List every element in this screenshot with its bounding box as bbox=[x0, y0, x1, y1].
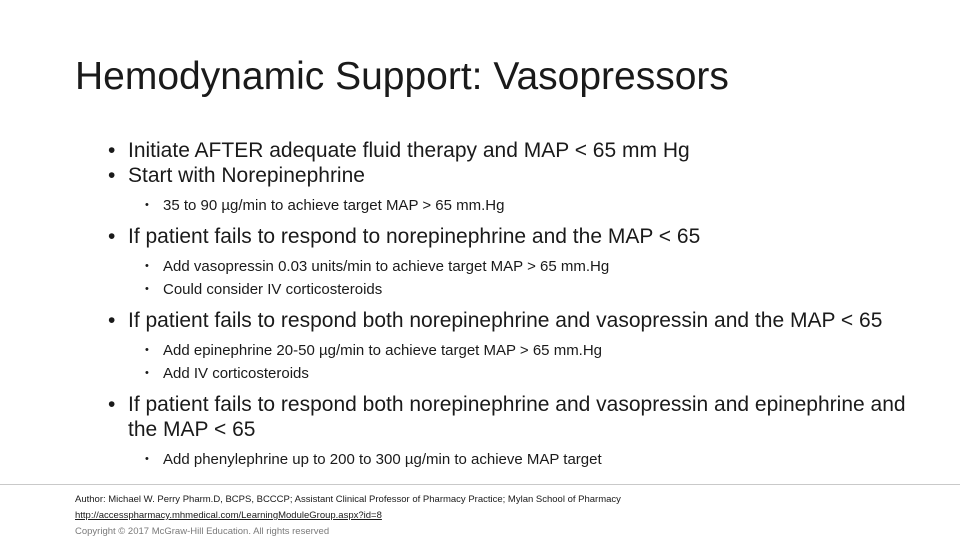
bullet-item: • Initiate AFTER adequate fluid therapy and MAP < 65 mm Hg bbox=[108, 138, 908, 163]
sub-bullet-item: • 35 to 90 µg/min to achieve target MAP > 65 mm.Hg bbox=[145, 194, 908, 217]
slide-title: Hemodynamic Support: Vasopressors bbox=[75, 55, 729, 98]
bullet-list bbox=[108, 138, 908, 471]
bullet-item: • If patient fails to respond both norepinephrine and vasopressin and the MAP < 65 bbox=[108, 308, 908, 333]
bullet-item: • Start with Norepinephrine bbox=[108, 163, 908, 188]
bullet-item: • If patient fails to respond to norepinephrine and the MAP < 65 bbox=[108, 224, 908, 249]
sub-bullet-item: • Add phenylephrine up to 200 to 300 µg/min to achieve MAP target bbox=[145, 448, 908, 471]
sub-bullet-item: • Add vasopressin 0.03 units/min to achieve target MAP > 65 mm.Hg bbox=[145, 255, 908, 278]
sub-bullet-item: • Could consider IV corticosteroids bbox=[145, 278, 908, 301]
sub-bullet-item: • Add epinephrine 20-50 µg/min to achieve target MAP > 65 mm.Hg bbox=[145, 339, 908, 362]
footer-copyright: Copyright © 2017 McGraw-Hill Education. All rights reserved bbox=[75, 526, 330, 537]
bullet-item: • If patient fails to respond both norepinephrine and vasopressin and epinephrine and the MAP < 65 bbox=[108, 392, 908, 442]
sub-bullet-item: • Add IV corticosteroids bbox=[145, 362, 908, 385]
footer-link[interactable]: http://accesspharmacy.mhmedical.com/LearningModuleGroup.aspx?id=8 bbox=[75, 510, 382, 521]
footer bbox=[75, 492, 935, 540]
footer-divider bbox=[0, 484, 960, 485]
footer-author: Author: Michael W. Perry Pharm.D, BCPS, BCCCP; Assistant Clinical Professor of Pharmacy Practice; Mylan School of Pharmacy bbox=[75, 494, 621, 505]
